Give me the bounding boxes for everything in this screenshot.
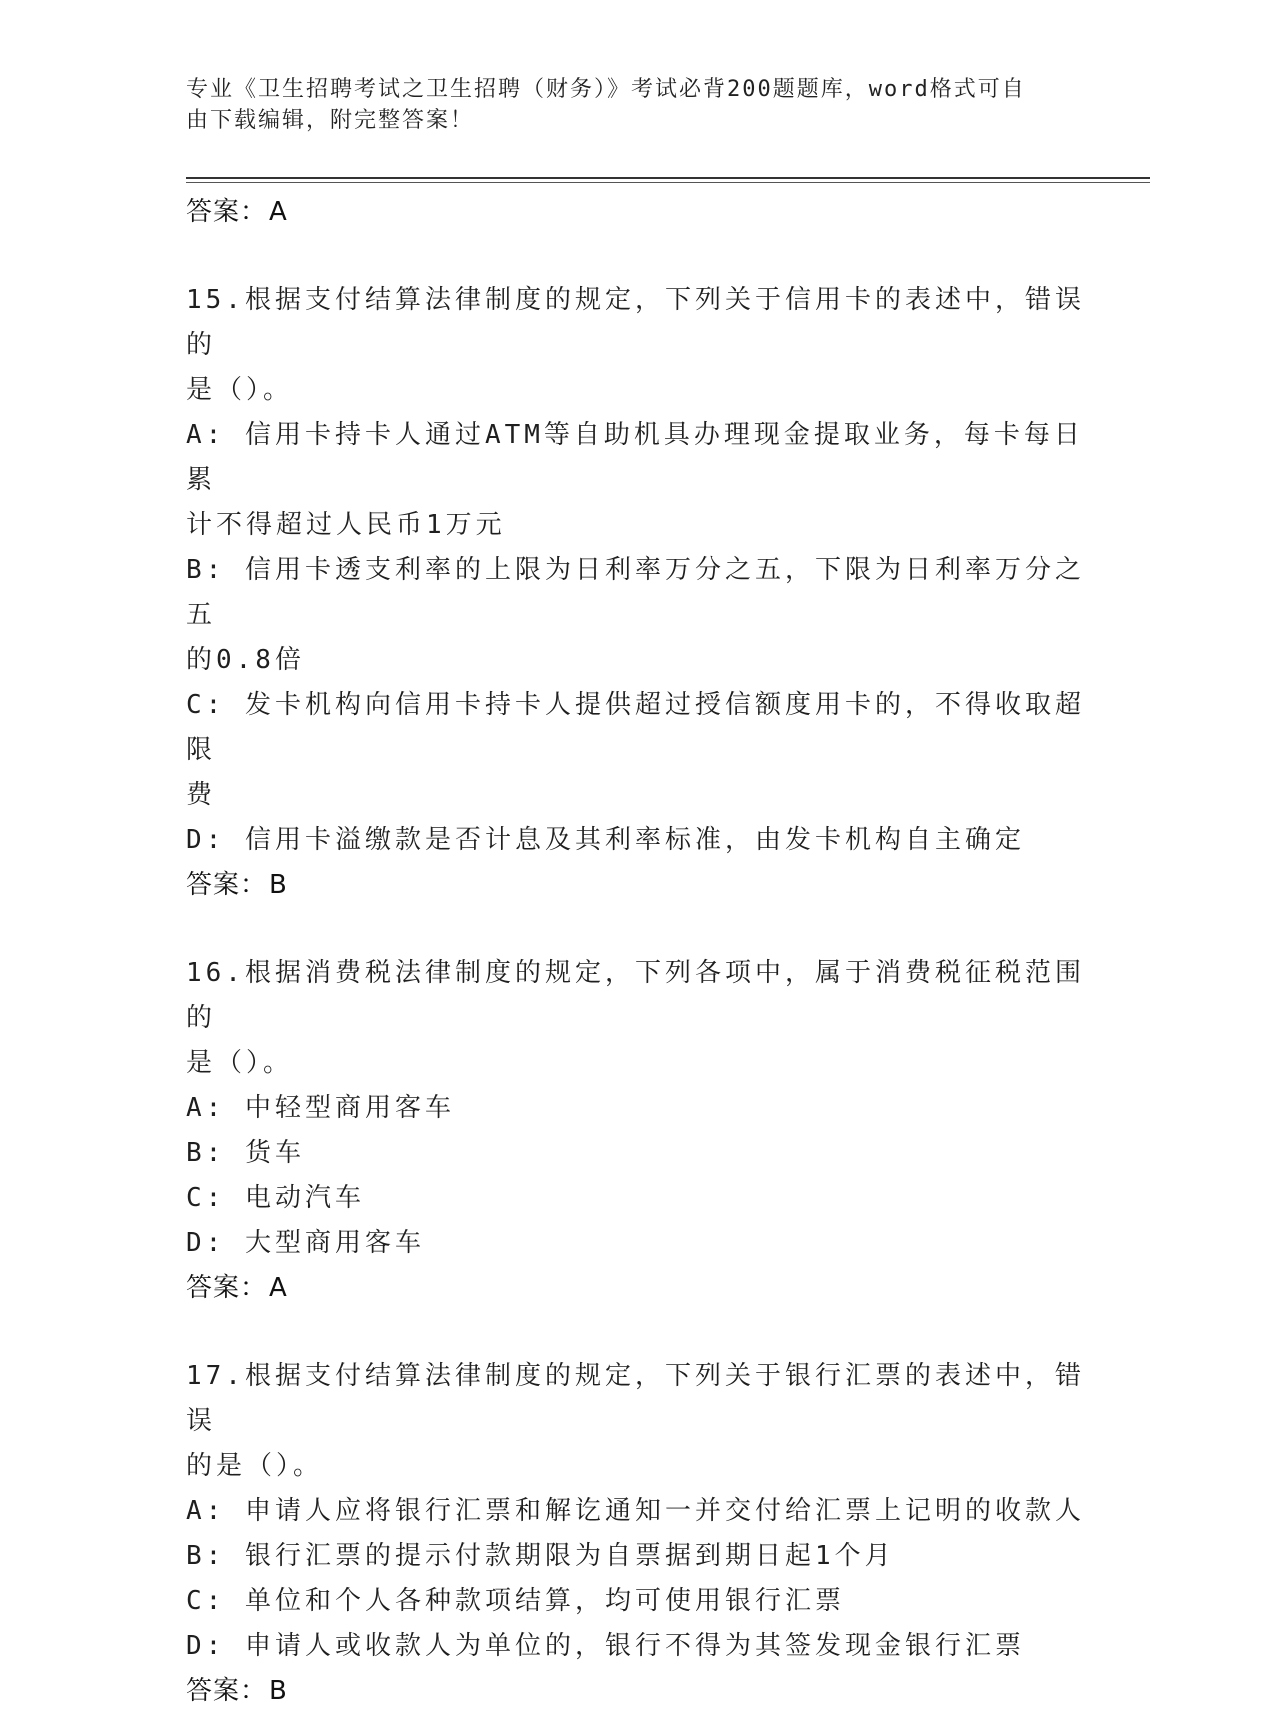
answer-value: A: [269, 1273, 288, 1303]
option-text: 信用卡持卡人通过ATM等自助机具办理现金提取业务，每卡每日累: [186, 420, 1084, 495]
option-text: 申请人应将银行汇票和解讫通知一并交付给汇票上记明的收款人: [244, 1496, 1085, 1526]
option-text-cont: 计不得超过人民币1万元: [186, 510, 506, 540]
option-text: 单位和个人各种款项结算，均可使用银行汇票: [244, 1586, 845, 1616]
answer-label: 答案：: [186, 870, 268, 900]
answer-line: [186, 863, 1086, 907]
answer-value: B: [269, 870, 288, 900]
option-b: [186, 1534, 1086, 1579]
question-text-line: 17.根据支付结算法律制度的规定，下列关于银行汇票的表述中，错误: [186, 1361, 1085, 1436]
option-key: C:: [186, 1183, 226, 1213]
option-b: [186, 548, 1086, 683]
option-a: [186, 413, 1086, 548]
option-text: 电动汽车: [244, 1183, 365, 1213]
question-text-line: 是（）。: [186, 1048, 294, 1078]
question-list: [186, 190, 1086, 1713]
question-16: [186, 951, 1086, 1310]
option-key: B:: [186, 1138, 226, 1168]
option-key: D:: [186, 1228, 226, 1258]
option-b: [186, 1131, 1086, 1176]
option-key: C:: [186, 1586, 226, 1616]
option-text-cont: 费: [186, 780, 217, 810]
option-text: 银行汇票的提示付款期限为自票据到期日起1个月: [244, 1541, 895, 1571]
option-text: 货车: [244, 1138, 305, 1168]
option-key: D:: [186, 1631, 226, 1661]
option-key: A:: [186, 1496, 226, 1526]
option-key: C:: [186, 690, 226, 720]
question-17: [186, 1354, 1086, 1713]
answer-line-prev: [186, 190, 1086, 234]
option-text: 信用卡溢缴款是否计息及其利率标准，由发卡机构自主确定: [244, 825, 1025, 855]
answer-label: 答案：: [186, 197, 268, 227]
header-line-2: 由下载编辑，附完整答案！: [186, 108, 475, 133]
answer-value: A: [269, 197, 288, 227]
header-line-1: 专业《卫生招聘考试之卫生招聘（财务）》考试必背200题题库，word格式可自: [186, 77, 1026, 102]
question-text: [186, 951, 1086, 1086]
option-d: [186, 1221, 1086, 1266]
header-rule-thick: [186, 177, 1150, 179]
question-text-line: 16.根据消费税法律制度的规定，下列各项中，属于消费税征税范围的: [186, 958, 1085, 1033]
option-text: 大型商用客车: [244, 1228, 425, 1258]
option-key: D:: [186, 825, 226, 855]
answer-value: B: [269, 1676, 288, 1706]
question-text: [186, 278, 1086, 413]
answer-label: 答案：: [186, 1676, 268, 1706]
option-key: B:: [186, 1541, 226, 1571]
option-key: A:: [186, 420, 226, 450]
option-c: [186, 1579, 1086, 1624]
option-a: [186, 1086, 1086, 1131]
option-c: [186, 683, 1086, 818]
option-key: B:: [186, 555, 226, 585]
option-text: 发卡机构向信用卡持卡人提供超过授信额度用卡的，不得收取超限: [186, 690, 1085, 765]
option-text-cont: 的0.8倍: [186, 645, 305, 675]
question-text-line: 15.根据支付结算法律制度的规定，下列关于信用卡的表述中，错误的: [186, 285, 1085, 360]
option-c: [186, 1176, 1086, 1221]
option-d: [186, 818, 1086, 863]
option-text: 申请人或收款人为单位的，银行不得为其签发现金银行汇票: [244, 1631, 1025, 1661]
answer-line: [186, 1669, 1086, 1713]
answer-label: 答案：: [186, 1273, 268, 1303]
option-d: [186, 1624, 1086, 1669]
answer-line: [186, 1266, 1086, 1310]
option-text: 信用卡透支利率的上限为日利率万分之五，下限为日利率万分之五: [186, 555, 1085, 630]
option-text: 中轻型商用客车: [244, 1093, 455, 1123]
option-a: [186, 1489, 1086, 1534]
header-rule-thin: [186, 182, 1150, 183]
question-text-line: 的是（）。: [186, 1451, 324, 1481]
document-header: [186, 74, 1066, 136]
question-text: [186, 1354, 1086, 1489]
question-15: [186, 278, 1086, 907]
question-text-line: 是（）。: [186, 375, 294, 405]
option-key: A:: [186, 1093, 226, 1123]
